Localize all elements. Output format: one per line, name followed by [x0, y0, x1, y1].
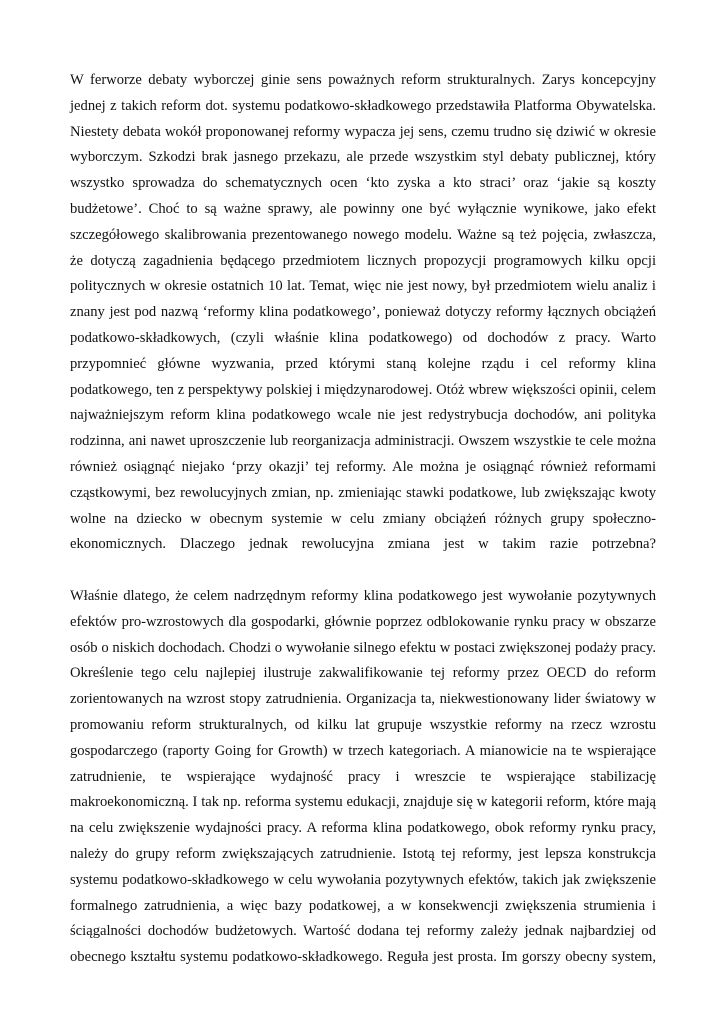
paragraph-1-line: Niestety debata wokół proponowanej reformy wypacza jej sens, czemu trudno się dziwić w okresie [70, 123, 656, 140]
paragraph-2-line: obecnego kształtu systemu podatkowo-składkowego. Reguła jest prosta. Im gorszy obecny system, [70, 949, 656, 966]
paragraph-1-line: znany jest pod nazwą ‘reformy klina podatkowego’, ponieważ dotyczy reformy łącznych obciążeń [70, 304, 656, 321]
paragraph-1-line: politycznych w okresie ostatnich 10 lat. Temat, więc nie jest nowy, był przedmiotem wielu analiz i [70, 278, 656, 295]
paragraph-1-line: że dotyczą zagadnienia będącego przedmiotem licznych propozycji programowych kilku opcji [70, 252, 656, 269]
paragraph-2-line: makroekonomiczną. I tak np. reforma systemu edukacji, znajduje się w kategorii reform, które mają [70, 794, 656, 811]
paragraph-1-line: podatkowego, ten z perspektywy polskiej i międzynarodowej. Otóż wbrew większości opinii, celem [70, 381, 656, 398]
paragraph-2-line: osób o niskich dochodach. Chodzi o wywołanie silnego efektu w postaci zwiększonej podaży pracy. [70, 639, 656, 656]
paragraph-2-line: ściągalności dochodów budżetowych. Wartość dodana tej reformy zależy jednak najbardziej od [70, 923, 656, 940]
document-body [70, 68, 656, 971]
paragraph-2-line: Określenie tego celu najlepiej ilustruje zakwalifikowanie tej reformy przez OECD do reform [70, 665, 656, 682]
paragraph-1-line: przypomnieć główne wyzwania, przed którymi staną kolejne rządu i cel reformy klina [70, 355, 656, 372]
paragraph-1-line: najważniejszym reform klina podatkowego wcale nie jest redystrybucja dochodów, ani polityka [70, 407, 656, 424]
paragraph-1-line: budżetowe’. Choć to są ważne sprawy, ale powinny one być wyłącznie wynikowe, jako efekt [70, 200, 656, 217]
paragraph-1-line: wolne na dziecko w obecnym systemie w celu zmiany obciążeń różnych grupy społeczno- [70, 510, 656, 527]
paragraph-1-line: wszystko sprowadza do schematycznych ocen ‘kto zyska a kto straci’ oraz ‘jakie są koszty [70, 175, 656, 192]
paragraph-2-line: formalnego zatrudnienia, a więc bazy podatkowej, a w konsekwencji zwiększenia strumienia i [70, 897, 656, 914]
paragraph-2-line: zorientowanych na wzrost stopy zatrudnienia. Organizacja ta, niekwestionowany lider światowy w [70, 691, 656, 708]
paragraph-2-line: systemu podatkowo-składkowego w celu wywołania pozytywnych efektów, takich jak zwiększenie [70, 871, 656, 888]
paragraph-1-line: wyborczym. Szkodzi brak jasnego przekazu, ale przede wszystkim styl debaty publicznej, który [70, 149, 656, 166]
paragraph-spacer [70, 558, 656, 584]
paragraph-2-line: na celu zwiększenie wydajności pracy. A reforma klina podatkowego, obok reformy rynku pracy, [70, 820, 656, 837]
paragraph-1-line: W ferworze debaty wyborczej ginie sens poważnych reform strukturalnych. Zarys koncepcyjny [70, 72, 656, 88]
paragraph-1-line: cząstkowymi, bez rewolucyjnych zmian, np. zmieniając stawki podatkowe, lub zwiększając kwoty [70, 484, 656, 501]
paragraph-2-line: należy do grupy reform zwiększających zatrudnienie. Istotą tej reformy, jest lepsza konstrukcja [70, 845, 656, 862]
paragraph-2-line: gospodarczego (raporty Going for Growth) w trzech kategoriach. A mianowicie na te wspierające [70, 742, 656, 759]
paragraph-1-line: rodzinna, ani nawet uproszczenie lub reorganizacja administracji. Owszem wszystkie te cele można [70, 433, 656, 450]
paragraph-1-line: ekonomicznych. Dlaczego jednak rewolucyjna zmiana jest w takim razie potrzebna? [70, 536, 656, 553]
paragraph-2-line: Właśnie dlatego, że celem nadrzędnym reformy klina podatkowego jest wywołanie pozytywnych [70, 587, 656, 604]
paragraph-1-line: szczegółowego skalibrowania prezentowanego nowego modelu. Ważne są też pojęcia, zwłaszcza, [70, 226, 656, 243]
paragraph-2-line: efektów pro-wzrostowych dla gospodarki, głównie poprzez odblokowanie rynku pracy w obszarze [70, 613, 656, 630]
paragraph-2-line: zatrudnienie, te wspierające wydajność pracy i wreszcie te wspierające stabilizację [70, 768, 656, 785]
paragraph-2-line: promowaniu reform strukturalnych, od kilku lat grupuje wszystkie reformy na rzecz wzrostu [70, 716, 656, 733]
paragraph-1-line: jednej z takich reform dot. systemu podatkowo-składkowego przedstawiła Platforma Obywatelska. [70, 97, 656, 114]
paragraph-1-line: również osiągnąć niejako ‘przy okazji’ tej reformy. Ale można je osiągnąć również reformami [70, 458, 656, 475]
paragraph-1-line: podatkowo-składkowych, (czyli właśnie klina podatkowego) od dochodów z pracy. Warto [70, 329, 656, 346]
